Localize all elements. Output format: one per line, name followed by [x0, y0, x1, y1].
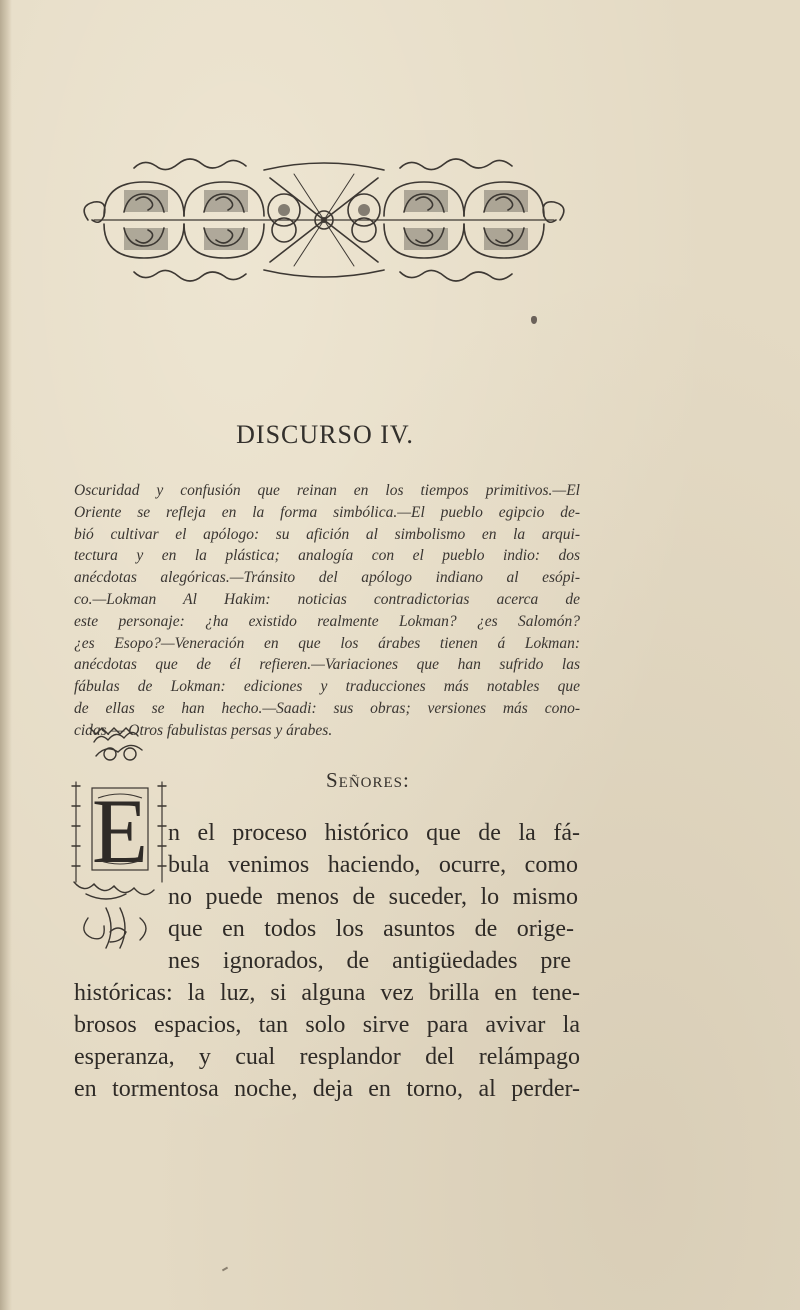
summary-line: de ellas se han hecho.—Saadi: sus obras; versiones más cono-	[74, 699, 580, 717]
summary-line: este personaje: ¿ha existido realmente Lokman? ¿es Salomón?	[74, 612, 580, 630]
body-line: no puede menos de suceder, lo mismo	[168, 884, 578, 910]
body-line: nes ignorados, de antigüedades pre	[168, 948, 571, 974]
body-line: en tormentosa noche, deja en torno, al perder-	[74, 1076, 580, 1102]
summary-line: ¿es Esopo?—Veneración en que los árabes tienen á Lokman:	[74, 634, 580, 652]
summary-line: fábulas de Lokman: ediciones y traducciones más notables que	[74, 678, 580, 696]
salutation: Señores:	[326, 768, 410, 792]
summary-line: tectura y en la plástica; analogía con el pueblo indio: dos	[74, 547, 580, 565]
initial-letter: E	[91, 780, 149, 882]
chapter-summary	[74, 480, 580, 742]
chapter-heading: DISCURSO IV.	[236, 420, 414, 449]
body-line: que en todos los asuntos de orige-	[168, 916, 574, 942]
summary-line: Oscuridad y confusión que reinan en los tiempos primitivos.—El	[74, 482, 580, 499]
page-spine-shadow	[0, 0, 12, 1310]
summary-line: anécdotas que de él refieren.—Variaciones que han sufrido las	[74, 656, 580, 674]
body-line: esperanza, y cual resplandor del relámpago	[74, 1044, 580, 1070]
body-line: brosos espacios, tan solo sirve para avivar la	[74, 1012, 580, 1038]
stray-mark	[222, 1267, 228, 1272]
summary-line: co.—Lokman Al Hakim: noticias contradictorias acerca de	[74, 590, 580, 608]
body-line: históricas: la luz, si alguna vez brilla en tene-	[74, 980, 580, 1006]
decorated-initial-icon	[70, 722, 170, 952]
ink-speck	[531, 316, 537, 324]
floral-headpiece-icon	[74, 150, 574, 290]
summary-line: bió cultivar el apólogo: su afición al simbolismo en la arqui-	[74, 525, 580, 543]
summary-line: cidas.— Otros fabulistas persas y árabes.	[74, 721, 333, 739]
body-line: bula venimos haciendo, ocurre, como	[168, 852, 578, 878]
summary-line: anécdotas alegóricas.—Tránsito del apólogo indiano al esópi-	[74, 569, 580, 587]
summary-line: Oriente se refleja en la forma simbólica.—El pueblo egipcio de-	[74, 503, 580, 521]
body-line: n el proceso histórico que de la fá-	[168, 820, 580, 846]
